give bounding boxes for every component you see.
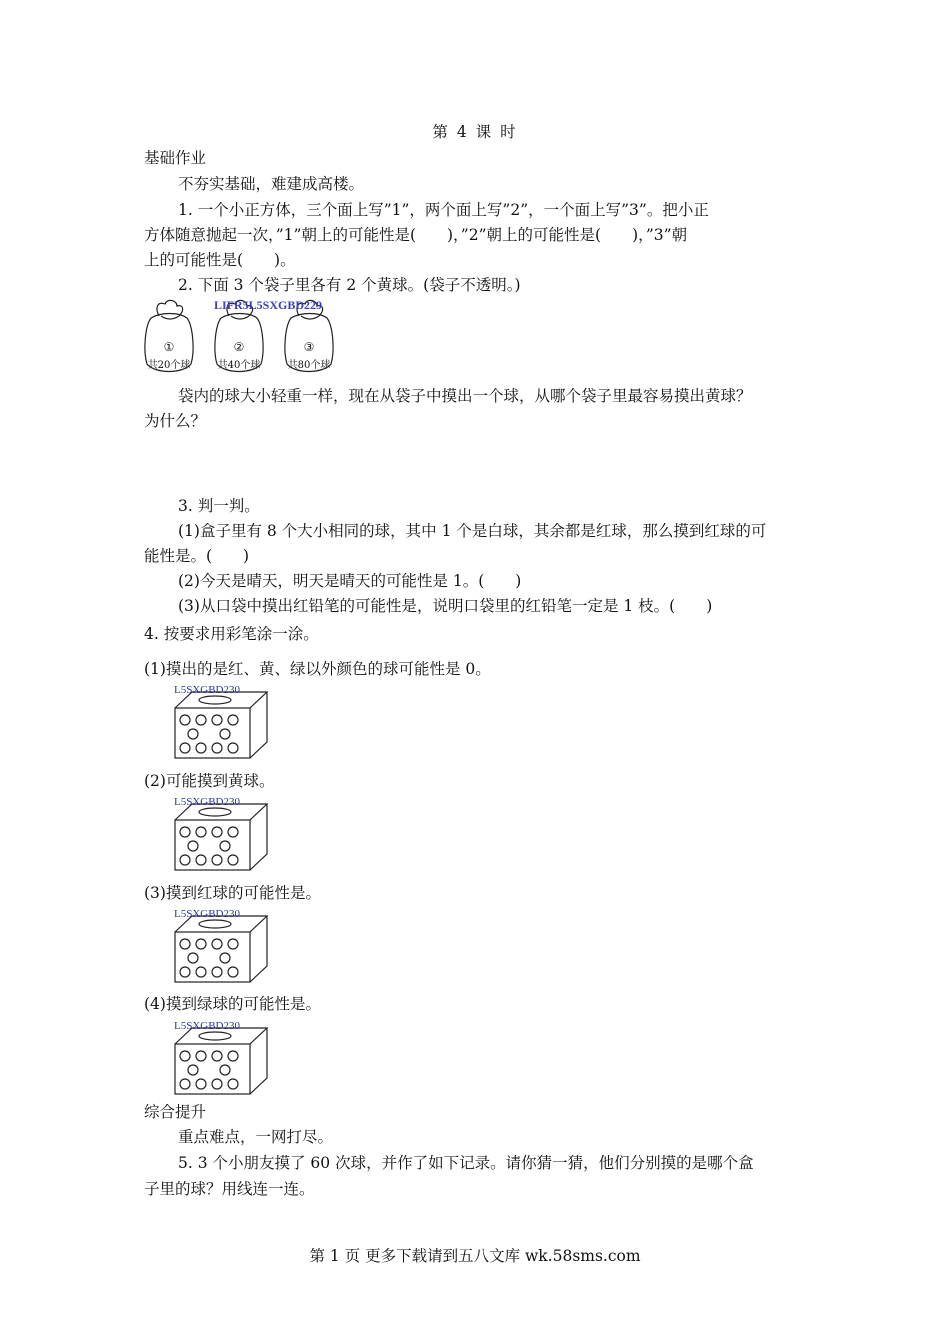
q4-item1-text: (1)摸出的是红、黄、绿以外颜色的球可能性是 0。 bbox=[144, 660, 491, 678]
q4-item4-text: (4)摸到绿球的可能性是。 bbox=[144, 995, 321, 1013]
q4-item2-box bbox=[170, 796, 270, 880]
q3-item1-line2: 能性是。( ) bbox=[144, 547, 250, 565]
bag-2-label: 共40个球 bbox=[217, 360, 261, 371]
q4-item3-code: L5SXGBD230 bbox=[174, 908, 241, 920]
q4-item2-code: L5SXGBD230 bbox=[174, 796, 241, 808]
q5-line1: 5. 3 个小朋友摸了 60 次球，并作了如下记录。请你猜一猜，他们分别摸的是哪个盒 bbox=[178, 1154, 754, 1172]
q4-item1-code: L5SXGBD230 bbox=[174, 684, 241, 696]
bag-2-number: ② bbox=[233, 340, 245, 354]
ball-box-icon bbox=[170, 1026, 270, 1098]
section-heading-advanced: 综合提升 bbox=[144, 1103, 207, 1121]
q2-line3: 为什么？ bbox=[144, 412, 207, 430]
page-footer: 第 1 页 更多下载请到五八文库 wk.58sms.com bbox=[309, 1247, 641, 1265]
section-motto-advanced: 重点难点，一网打尽。 bbox=[178, 1128, 334, 1146]
q2-line2: 袋内的球大小轻重一样，现在从袋子中摸出一个球，从哪个袋子里最容易摸出黄球？ bbox=[178, 387, 752, 405]
bags-watermark: LIFR5L5SXGBD229 bbox=[214, 298, 323, 312]
ball-box-icon bbox=[170, 914, 270, 986]
q1-line3: 上的可能性是( )。 bbox=[144, 251, 296, 269]
q4-item4-code: L5SXGBD230 bbox=[174, 1020, 241, 1032]
q4-item3-box bbox=[170, 908, 270, 992]
q3-item3: (3)从口袋中摸出红铅笔的可能性是，说明口袋里的红铅笔一定是 1 枝。( ) bbox=[178, 597, 713, 615]
ball-box-icon bbox=[170, 690, 270, 762]
section-motto-basic: 不夯实基础，难建成高楼。 bbox=[178, 175, 365, 193]
bag-1-label: 共20个球 bbox=[147, 360, 191, 371]
page-title: 第 4 课 时 bbox=[432, 123, 518, 141]
bag-3-label: 共80个球 bbox=[287, 360, 331, 371]
ball-box-icon bbox=[170, 802, 270, 874]
q3-item1-line1: (1)盒子里有 8 个大小相同的球，其中 1 个是白球，其余都是红球，那么摸到红球的可 bbox=[178, 522, 767, 540]
q4-item4-box bbox=[170, 1020, 270, 1104]
bag-3-number: ③ bbox=[303, 340, 315, 354]
q3-line1: 3. 判一判。 bbox=[178, 497, 260, 515]
q4-item3-text: (3)摸到红球的可能性是。 bbox=[144, 884, 321, 902]
section-heading-basic: 基础作业 bbox=[144, 149, 207, 167]
q1-line1: 1. 一个小正方体，三个面上写”1”，两个面上写”2”，一个面上写”3”。把小正 bbox=[178, 201, 709, 219]
q4-item2-text: (2)可能摸到黄球。 bbox=[144, 772, 275, 790]
q3-item2: (2)今天是晴天，明天是晴天的可能性是 1。( ) bbox=[178, 572, 522, 590]
q4-line1: 4. 按要求用彩笔涂一涂。 bbox=[144, 625, 319, 643]
bag-1-number: ① bbox=[163, 340, 175, 354]
q2-line1: 2. 下面 3 个袋子里各有 2 个黄球。(袋子不透明。) bbox=[178, 276, 521, 294]
q5-line2: 子里的球？用线连一连。 bbox=[144, 1180, 315, 1198]
q4-item1-box bbox=[170, 684, 270, 768]
q1-line2: 方体随意抛起一次，”1”朝上的可能性是( )，”2”朝上的可能性是( )，”3”朝 bbox=[144, 226, 688, 244]
